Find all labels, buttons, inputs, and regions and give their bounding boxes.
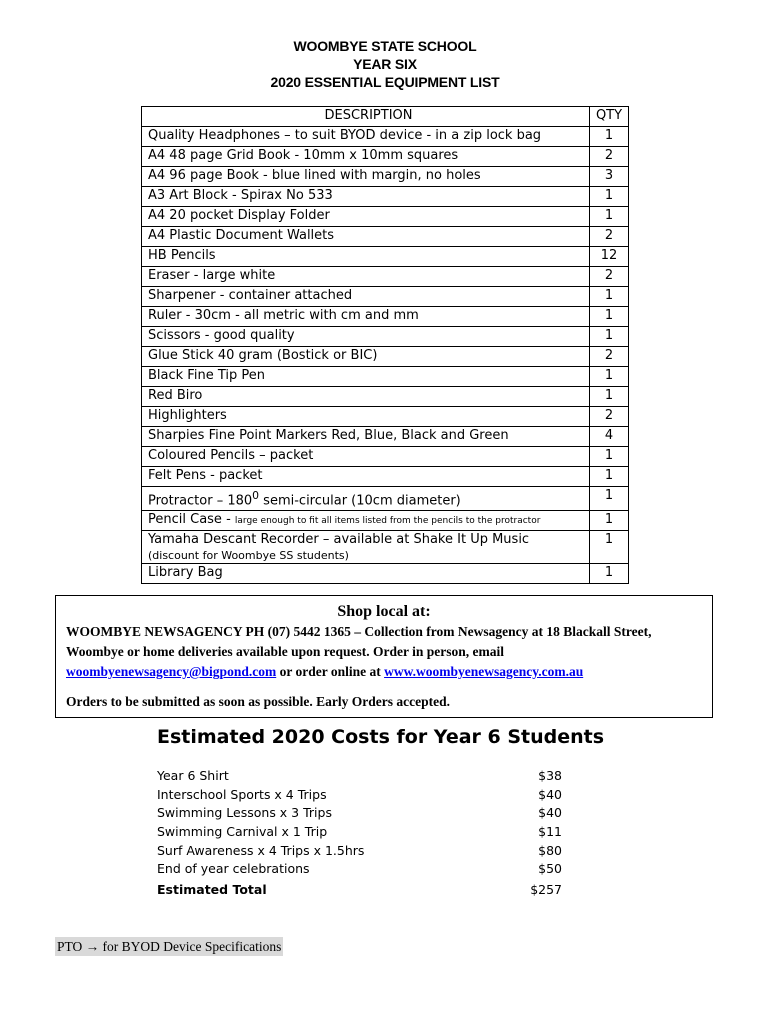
item-description: Red Biro xyxy=(142,387,590,407)
cost-label: End of year celebrations xyxy=(157,861,310,877)
cost-amount: $50 xyxy=(538,861,562,877)
table-row xyxy=(142,347,629,367)
qty-header: QTY xyxy=(590,107,629,127)
item-qty: 2 xyxy=(590,407,629,427)
email-link[interactable]: woombyenewsagency@bigpond.com xyxy=(66,664,277,679)
table-row xyxy=(142,327,629,347)
item-qty: 1 xyxy=(590,287,629,307)
item-description: Highlighters xyxy=(142,407,590,427)
item-description: Sharpies Fine Point Markers Red, Blue, Black and Green xyxy=(142,427,590,447)
item-description: Sharpener - container attached xyxy=(142,287,590,307)
list-title: 2020 ESSENTIAL EQUIPMENT LIST xyxy=(270,74,500,90)
cost-amount: $11 xyxy=(538,824,562,840)
item-description: Protractor – $180^0$ semi-circular (10cm diameter) xyxy=(142,487,590,511)
orders-note: Orders to be submitted as soon as possible. Early Orders accepted. xyxy=(66,694,450,709)
item-description: HB Pencils xyxy=(142,247,590,267)
table-row xyxy=(142,187,629,207)
item-qty: 1 xyxy=(590,467,629,487)
item-qty: 1 xyxy=(590,511,629,531)
cost-label: Interschool Sports x 4 Trips xyxy=(157,786,327,802)
item-qty: 2 xyxy=(590,227,629,247)
cost-row xyxy=(157,786,562,805)
cost-label: Year 6 Shirt xyxy=(157,768,229,783)
cost-label: Swimming Lessons x 3 Trips xyxy=(157,805,332,821)
table-row xyxy=(142,367,629,387)
table-row xyxy=(142,387,629,407)
item-qty: 4 xyxy=(590,427,629,447)
item-qty: 1 xyxy=(590,187,629,207)
item-qty: 2 xyxy=(590,347,629,367)
table-row xyxy=(142,307,629,327)
item-description: Black Fine Tip Pen xyxy=(142,367,590,387)
table-row xyxy=(142,407,629,427)
item-qty: 1 xyxy=(590,447,629,467)
cost-row xyxy=(157,823,562,842)
shop-local-box xyxy=(55,595,713,718)
item-qty: 1 xyxy=(590,487,629,511)
item-qty: 1 xyxy=(590,367,629,387)
item-qty: 1 xyxy=(590,564,629,584)
year-level: YEAR SIX xyxy=(353,56,417,72)
website-link[interactable]: www.woombyenewsagency.com.au xyxy=(384,664,584,679)
costs-list xyxy=(157,767,562,900)
description-header: DESCRIPTION xyxy=(142,107,590,127)
cost-row xyxy=(157,804,562,823)
costs-title: Estimated 2020 Costs for Year 6 Students xyxy=(157,726,605,748)
item-description: Yamaha Descant Recorder – available at Shake It Up Music (discount for Woombye SS students) xyxy=(142,531,590,564)
newsagency-info: WOOMBYE NEWSAGENCY PH (07) 5442 1365 – Collection from Newsagency at 18 Blackall Street, Woombye or home deliveries available upon request. Order in person, email woombyenewsagency@bigpond.com or order online at www.woombyenewsagency.com.au xyxy=(66,624,652,679)
item-qty: 3 xyxy=(590,167,629,187)
item-qty: 2 xyxy=(590,147,629,167)
table-row xyxy=(142,447,629,467)
item-qty: 1 xyxy=(590,327,629,347)
item-qty: 1 xyxy=(590,207,629,227)
item-qty: 1 xyxy=(590,531,629,564)
cost-amount: $38 xyxy=(538,768,562,783)
cost-row xyxy=(157,767,562,786)
item-description: A4 48 page Grid Book - 10mm x 10mm squares xyxy=(142,147,590,167)
table-row xyxy=(142,531,629,564)
item-description: Quality Headphones – to suit BYOD device - in a zip lock bag xyxy=(142,127,590,147)
pto-note: PTO → for BYOD Device Specifications xyxy=(57,939,282,954)
cost-row xyxy=(157,842,562,861)
table-row xyxy=(142,167,629,187)
shop-title: Shop local at: xyxy=(337,603,431,620)
equipment-table xyxy=(141,106,629,584)
item-description: Eraser - large white xyxy=(142,267,590,287)
item-qty: 1 xyxy=(590,387,629,407)
table-row xyxy=(142,147,629,167)
item-qty: 1 xyxy=(590,307,629,327)
table-row xyxy=(142,487,629,511)
item-description: Felt Pens - packet xyxy=(142,467,590,487)
cost-row xyxy=(157,860,562,879)
item-description: Ruler - 30cm - all metric with cm and mm xyxy=(142,307,590,327)
table-row xyxy=(142,427,629,447)
item-description: A4 Plastic Document Wallets xyxy=(142,227,590,247)
cost-label: Swimming Carnival x 1 Trip xyxy=(157,824,328,840)
table-row xyxy=(142,267,629,287)
cost-total-row xyxy=(157,881,562,900)
table-row xyxy=(142,287,629,307)
item-description: Library Bag xyxy=(142,564,590,584)
cost-amount: $40 xyxy=(538,786,562,802)
school-name: WOOMBYE STATE SCHOOL xyxy=(293,38,477,54)
cost-label: Surf Awareness x 4 Trips x 1.5hrs xyxy=(157,842,365,858)
table-row xyxy=(142,207,629,227)
arrow-right-icon: → xyxy=(85,939,100,954)
item-description: A4 20 pocket Display Folder xyxy=(142,207,590,227)
item-description: Glue Stick 40 gram (Bostick or BIC) xyxy=(142,347,590,367)
table-row xyxy=(142,564,629,584)
cost-total-amount: $257 xyxy=(530,882,562,898)
table-row xyxy=(142,227,629,247)
table-row xyxy=(142,247,629,267)
table-row xyxy=(142,511,629,531)
item-qty: 12 xyxy=(590,247,629,267)
item-description: Pencil Case - large enough to fit all items listed from the pencils to the protractor xyxy=(142,511,590,531)
cost-amount: $40 xyxy=(538,805,562,821)
item-description: A4 96 page Book - blue lined with margin, no holes xyxy=(142,167,590,187)
cost-total-label: Estimated Total xyxy=(157,882,267,898)
item-qty: 1 xyxy=(590,127,629,147)
item-qty: 2 xyxy=(590,267,629,287)
item-description: A3 Art Block - Spirax No 533 xyxy=(142,187,590,207)
table-row xyxy=(142,467,629,487)
table-header-row xyxy=(142,107,629,127)
equipment-table-body xyxy=(142,127,629,584)
item-description: Coloured Pencils – packet xyxy=(142,447,590,467)
cost-amount: $80 xyxy=(538,842,562,858)
table-row xyxy=(142,127,629,147)
item-description: Scissors - good quality xyxy=(142,327,590,347)
